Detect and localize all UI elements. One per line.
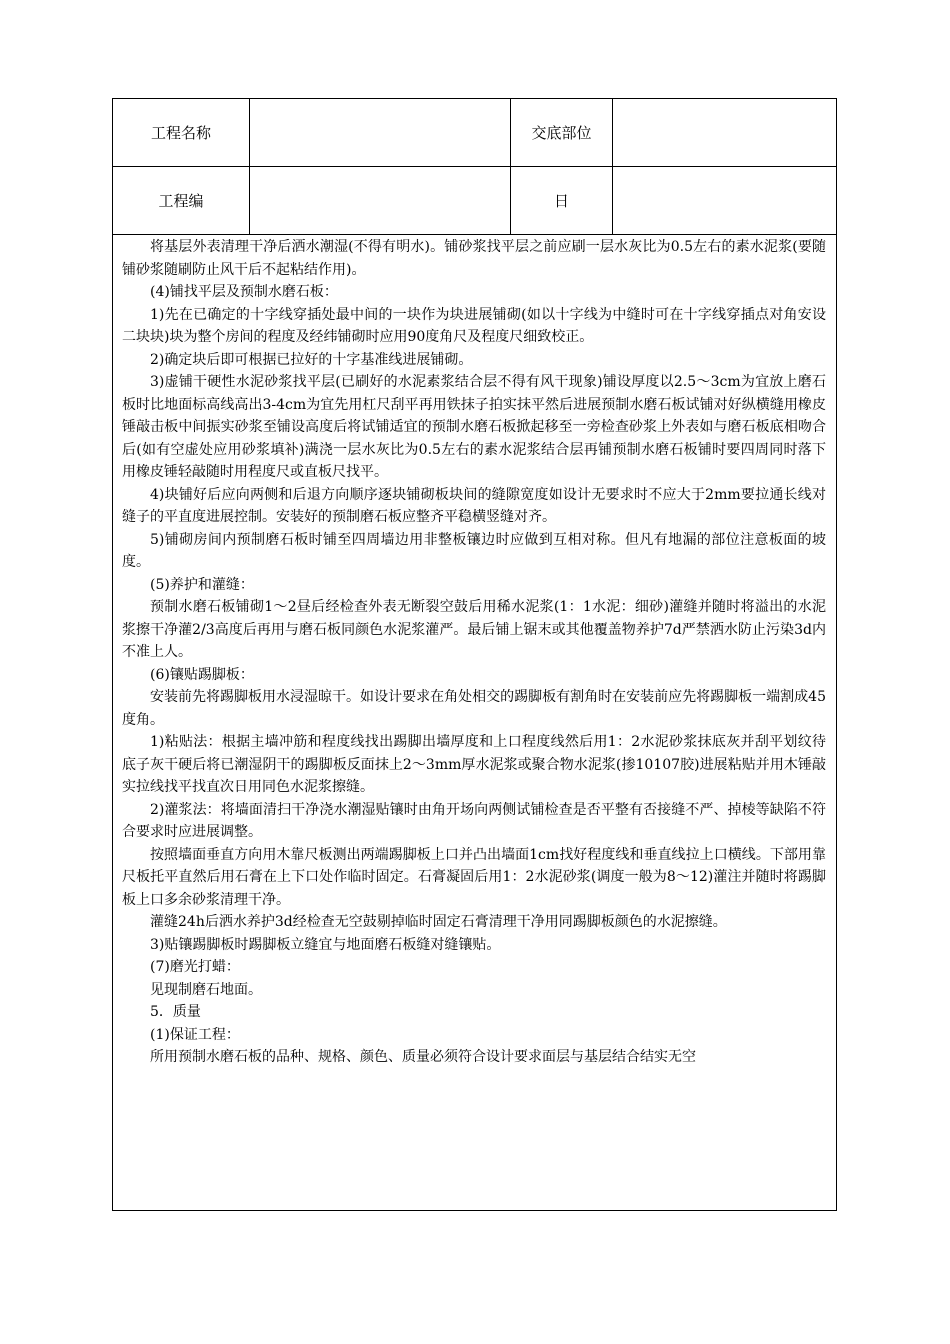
paragraph: 安装前先将踢脚板用水浸湿晾干。如设计要求在角处相交的踢脚板有割角时在安装前应先将踢脚板一端割成45度角。 xyxy=(122,689,826,728)
header-row-2 xyxy=(113,167,836,235)
paragraph: (7)磨光打蜡： xyxy=(150,959,240,975)
project-name-value[interactable] xyxy=(250,99,511,166)
project-no-label: 工程编 xyxy=(113,167,250,234)
paragraph: 3)虚铺干硬性水泥砂浆找平层(已刷好的水泥素浆结合层不得有风干现象)铺设厚度以2.5～3cm为宜放上磨石板时比地面标高线高出3-4cm为宜先用杠尺刮平再用铁抹子拍实抹平然后进展预制水磨石板试铺对好纵横缝用橡皮锤敲击板中间振实砂浆至铺设高度后将试铺适宜的预制水磨石板掀起移至一旁检查砂浆上外表如与磨石板底相吻合后(如有空虚处应用砂浆填补)满浇一层水灰比为0.5左右的素水泥浆结合层再铺预制水磨石板铺时要四周同时落下用橡皮锤轻敲随时用程度尺或直板尺找平。 xyxy=(122,374,826,480)
paragraph: 见现制磨石地面。 xyxy=(150,981,262,998)
project-name-label: 工程名称 xyxy=(113,99,250,166)
paragraph: (1)保证工程： xyxy=(150,1026,240,1043)
paragraph: 5．质量 xyxy=(150,1004,201,1020)
paragraph: 预制水磨石板铺砌1～2昼后经检查外表无断裂空鼓后用稀水泥浆(1：1水泥：细砂)灌缝并随时将溢出的水泥浆擦干净灌2/3高度后再用与磨石板同颜色水泥浆灌严。最后铺上锯末或其他覆盖物养护7d严禁洒水防止污染3d内不准上人。 xyxy=(122,599,826,660)
disclosure-form xyxy=(112,98,837,1211)
paragraph: 4)块铺好后应向两侧和后退方向顺序逐块铺砌板块间的缝隙宽度如设计无要求时不应大于2mm要拉通长线对缝子的平直度进展控制。安装好的预制磨石板应整齐平稳横竖缝对齐。 xyxy=(122,486,826,525)
paragraph: 1)粘贴法：根据主墙冲筋和程度线找出踢脚出墙厚度和上口程度线然后用1：2水泥砂浆抹底灰并刮平划纹待底子灰干硬后将已潮湿阴干的踢脚板反面抹上2～3mm厚水泥浆或聚合物水泥浆(掺10107胶)进展粘贴并用木锤敲实拉线找平找直次日用同色水泥浆擦缝。 xyxy=(122,734,826,795)
paragraph: 1)先在已确定的十字线穿插处最中间的一块作为块进展铺砌(如以十字线为中缝时可在十字线穿插点对角安设二块块)块为整个房间的程度及经纬铺砌时应用90度角尺及程度尺细致校正。 xyxy=(122,306,826,345)
paragraph: (4)铺找平层及预制水磨石板： xyxy=(150,284,338,300)
paragraph: (5)养护和灌缝： xyxy=(150,576,254,593)
project-no-value[interactable] xyxy=(250,167,511,234)
header-row-1 xyxy=(113,99,836,167)
date-value[interactable] xyxy=(613,167,836,234)
paragraph: 2)灌浆法：将墙面清扫干净浇水潮湿贴镶时由角开场向两侧试铺检查是否平整有否接缝不严、掉棱等缺陷不符合要求时应进展调整。 xyxy=(122,801,826,840)
disclosure-content xyxy=(113,236,836,1069)
location-label: 交底部位 xyxy=(511,99,613,166)
paragraph: 2)确定块后即可根据已拉好的十字基准线进展铺砌。 xyxy=(150,351,473,368)
paragraph: 将基层外表清理干净后洒水潮湿(不得有明水)。铺砂浆找平层之前应刷一层水灰比为0.5左右的素水泥浆(要随铺砂浆随刷防止风干后不起粘结作用)。 xyxy=(122,239,826,278)
paragraph: 所用预制水磨石板的品种、规格、颜色、质量必须符合设计要求面层与基层结合结实无空 xyxy=(150,1049,696,1065)
paragraph: 5)铺砌房间内预制磨石板时铺至四周墙边用非整板镶边时应做到互相对称。但凡有地漏的部位注意板面的坡度。 xyxy=(122,531,826,570)
paragraph: (6)镶贴踢脚板： xyxy=(150,666,254,683)
paragraph: 按照墙面垂直方向用木靠尺板测出两端踢脚板上口并凸出墙面1cm找好程度线和垂直线拉上口横线。下部用靠尺板托平直然后用石膏在上下口处作临时固定。石膏凝固后用1：2水泥砂浆(调度一般为8～12)灌注并随时将踢脚板上口多余砂浆清理干净。 xyxy=(122,846,826,908)
paragraph: 3)贴镶踢脚板时踢脚板立缝宜与地面磨石板缝对缝镶贴。 xyxy=(150,936,501,953)
paragraph: 灌缝24h后洒水养护3d经检查无空鼓剔掉临时固定石膏清理干净用同踢脚板颜色的水泥擦缝。 xyxy=(150,914,727,930)
location-value[interactable] xyxy=(613,99,836,166)
date-label: 日 xyxy=(511,167,613,234)
